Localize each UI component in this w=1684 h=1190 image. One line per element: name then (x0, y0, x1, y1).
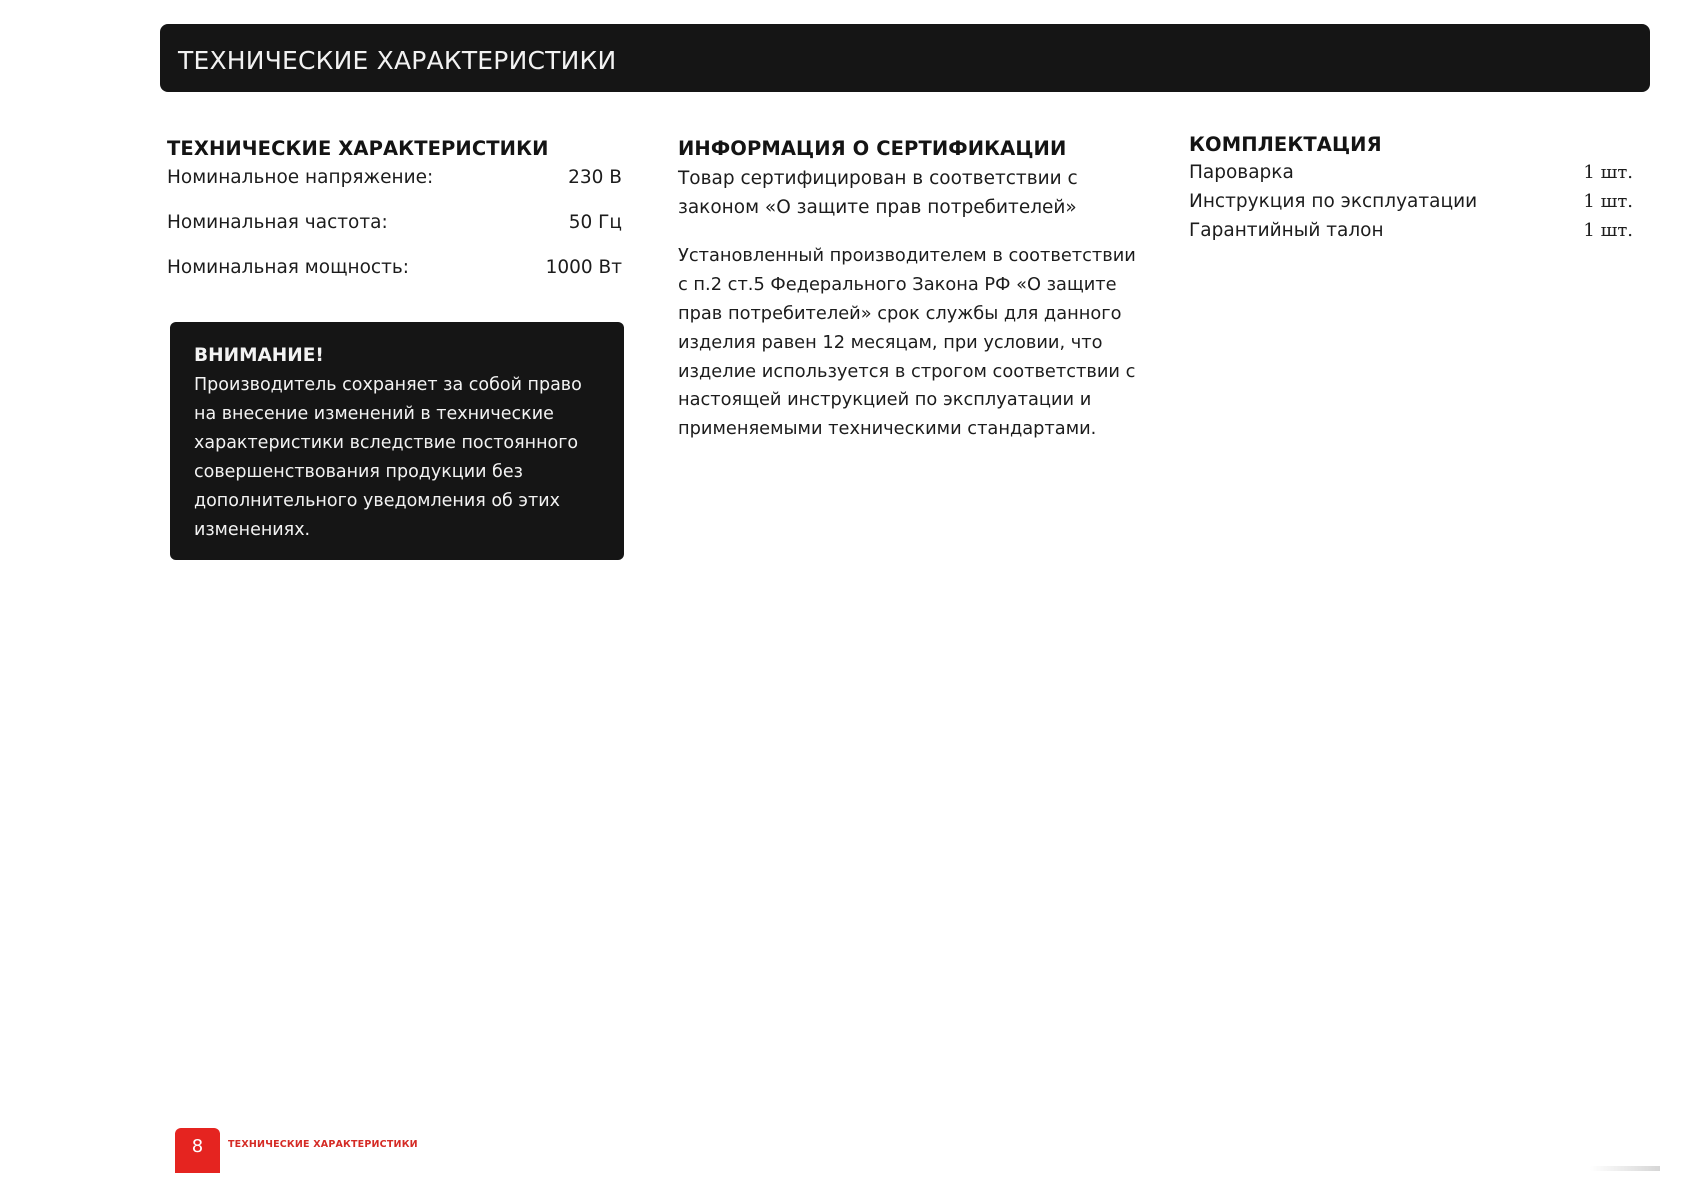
spec-row-power (167, 256, 622, 301)
page-footer (175, 1128, 418, 1173)
kit-column (1189, 134, 1639, 245)
kit-item (1189, 158, 1639, 187)
section-title-bar (160, 24, 1650, 92)
kit-heading: КОМПЛЕКТАЦИЯ (1189, 133, 1382, 156)
spec-row-voltage (167, 166, 622, 211)
kit-item-qty: 1 шт. (1583, 220, 1633, 242)
kit-item-name: Гарантийный талон (1189, 220, 1384, 242)
certification-heading: ИНФОРМАЦИЯ О СЕРТИФИКАЦИИ (678, 137, 1067, 160)
kit-list (1189, 158, 1639, 245)
specs-heading: ТЕХНИЧЕСКИЕ ХАРАКТЕРИСТИКИ (167, 137, 549, 160)
spec-row-frequency (167, 211, 622, 256)
spec-value: 1000 Вт (545, 257, 622, 279)
specs-list (167, 166, 622, 301)
certification-body: Установленный производителем в соответствии с п.2 ст.5 Федерального Закона РФ «О защите прав потребителей» срок службы для данного изделия равен 12 месяцам, при условии, что изделие используется в строгом соответствии с настоящей инструкцией по эксплуатации и применяемыми техническими стандартами. (678, 245, 1136, 440)
kit-item (1189, 187, 1639, 216)
certification-column (678, 138, 1148, 444)
kit-item-qty: 1 шт. (1583, 191, 1633, 213)
spec-label: Номинальная мощность: (167, 257, 410, 279)
kit-item-name: Пароварка (1189, 162, 1294, 184)
kit-item (1189, 216, 1639, 245)
kit-item-qty: 1 шт. (1583, 162, 1633, 184)
warning-box (170, 322, 624, 560)
spec-value: 50 Гц (568, 212, 622, 234)
kit-item-name: Инструкция по эксплуатации (1189, 191, 1478, 213)
specs-column (167, 138, 622, 301)
section-title: ТЕХНИЧЕСКИЕ ХАРАКТЕРИСТИКИ (178, 45, 617, 75)
warning-title: ВНИМАНИЕ! (194, 345, 324, 366)
footer-section-label: ТЕХНИЧЕСКИЕ ХАРАКТЕРИСТИКИ (228, 1139, 418, 1150)
page-number-badge: 8 (175, 1128, 220, 1173)
warning-text: Производитель сохраняет за собой право на внесение изменений в технические характеристики вследствие постоянного совершенствования продукции без дополнительного уведомления об этих изменениях. (194, 375, 582, 540)
scan-edge-divider (1590, 1166, 1660, 1171)
certification-lead: Товар сертифицирован в соответствии с законом «О защите прав потребителей» (678, 168, 1078, 219)
spec-label: Номинальное напряжение: (167, 167, 434, 189)
spec-value: 230 В (568, 167, 622, 189)
spec-label: Номинальная частота: (167, 212, 388, 234)
